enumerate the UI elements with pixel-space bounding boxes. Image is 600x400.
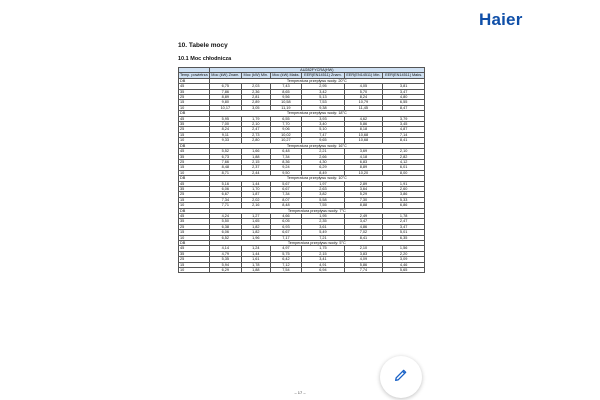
table-cell: 10 xyxy=(179,105,210,110)
column-header: Moc (kW) Min. xyxy=(241,73,270,78)
table-cell: 4,14 xyxy=(209,246,241,251)
column-header: EER(EN14511) Znam. xyxy=(302,73,344,78)
table-cell: 2,49 xyxy=(344,213,383,218)
table-cell: 8,00 xyxy=(383,170,425,175)
table-cell: 15 xyxy=(179,262,210,267)
table-cell: 3,05 xyxy=(241,105,270,110)
table-cell: 25 xyxy=(179,159,210,164)
table-cell: 8,89 xyxy=(344,165,383,170)
table-cell: 4,46 xyxy=(383,262,425,267)
table-cell: 3,41 xyxy=(302,257,344,262)
table-cell: 4,18 xyxy=(344,154,383,159)
page-number: – 17 – xyxy=(294,390,306,395)
table-cell: 2,89 xyxy=(241,100,270,105)
table-cell: 3,93 xyxy=(302,116,344,121)
table-cell: 2,82 xyxy=(383,154,425,159)
table-cell: 1,27 xyxy=(241,213,270,218)
table-cell: 10,20 xyxy=(344,170,383,175)
table-cell: 3,42 xyxy=(302,89,344,94)
edit-fab-button[interactable] xyxy=(380,356,422,398)
table-cell: 9,33 xyxy=(209,138,241,143)
table-cell: 1,97 xyxy=(302,181,344,186)
table-cell: 3,47 xyxy=(383,89,425,94)
table-cell: 6,42 xyxy=(270,257,302,262)
table-cell: 10 xyxy=(179,138,210,143)
table-cell: 1,78 xyxy=(383,213,425,218)
table-cell: 6,94 xyxy=(302,268,344,273)
table-cell: 4,05 xyxy=(344,84,383,89)
table-cell: 5,50 xyxy=(209,219,241,224)
table-cell: 3,40 xyxy=(302,122,344,127)
column-header: EER(EN14511) Min. xyxy=(344,73,383,78)
table-cell: 35 xyxy=(179,219,210,224)
table-cell: 25 xyxy=(179,192,210,197)
table-cell: 1,44 xyxy=(241,251,270,256)
table-cell: 45 xyxy=(179,149,210,154)
group-ds-label: DB xyxy=(179,143,210,148)
table-cell: 3,09 xyxy=(383,257,425,262)
group-title: Temperatura przepływu wody: 18°C xyxy=(209,111,424,116)
table-cell: 3,64 xyxy=(344,186,383,191)
table-cell: 8,36 xyxy=(270,159,302,164)
table-cell: 3,81 xyxy=(383,84,425,89)
table-cell: 2,44 xyxy=(241,170,270,175)
table-cell: 10,68 xyxy=(344,132,383,137)
table-cell: 45 xyxy=(179,213,210,218)
table-body xyxy=(179,68,425,273)
table-cell: 11,45 xyxy=(344,105,383,110)
table-cell: 5,10 xyxy=(302,127,344,132)
group-title: Temperatura przepływu wody: 20°C xyxy=(209,78,424,83)
table-cell: 8,07 xyxy=(270,197,302,202)
table-cell: 2,10 xyxy=(344,246,383,251)
table-cell: 5,13 xyxy=(302,95,344,100)
table-cell: 15 xyxy=(179,230,210,235)
table-cell: 35 xyxy=(179,89,210,94)
table-cell: 1,87 xyxy=(241,192,270,197)
group-title: Temperatura przepływu wody: 16°C xyxy=(209,143,424,148)
table-cell: 5,65 xyxy=(383,268,425,273)
table-cell: 9,11 xyxy=(209,132,241,137)
table-cell: 45 xyxy=(179,181,210,186)
table-cell: 2,20 xyxy=(383,251,425,256)
table-cell: 25 xyxy=(179,257,210,262)
table-cell: 8,41 xyxy=(383,138,425,143)
table-cell: 7,47 xyxy=(302,132,344,137)
table-cell: 1,96 xyxy=(241,235,270,240)
table-cell: 6,83 xyxy=(344,159,383,164)
table-cell: 6,73 xyxy=(209,154,241,159)
table-cell: 9,80 xyxy=(209,100,241,105)
table-cell: 4,62 xyxy=(344,116,383,121)
table-cell: 10,58 xyxy=(270,100,302,105)
table-cell: 2,37 xyxy=(241,165,270,170)
section-title: 10. Tabele mocy xyxy=(178,42,228,49)
table-cell: 1,91 xyxy=(383,181,425,186)
table-cell: 2,15 xyxy=(302,251,344,256)
table-cell: 6,93 xyxy=(270,224,302,229)
table-cell: 6,05 xyxy=(270,219,302,224)
table-cell: 5,35 xyxy=(209,257,241,262)
table-cell: 6,67 xyxy=(270,186,302,191)
table-cell: 3,47 xyxy=(383,224,425,229)
table-cell: 6,75 xyxy=(209,84,241,89)
column-header: EER(EN14511) Maks. xyxy=(383,73,425,78)
table-cell: 1,65 xyxy=(241,219,270,224)
table-cell: 6,06 xyxy=(209,186,241,191)
table-cell: 9,06 xyxy=(270,127,302,132)
table-cell: 8,71 xyxy=(209,170,241,175)
table-cell: 5,01 xyxy=(383,230,425,235)
table-cell: 2,89 xyxy=(344,181,383,186)
haier-logo: Haier xyxy=(479,10,523,29)
table-cell: 3,83 xyxy=(344,251,383,256)
table-cell: 7,43 xyxy=(270,84,302,89)
table-cell: 5,95 xyxy=(209,116,241,121)
table-cell: 7,53 xyxy=(302,100,344,105)
table-cell: 1,70 xyxy=(241,186,270,191)
table-cell: 2,60 xyxy=(383,186,425,191)
table-cell: 3,82 xyxy=(302,192,344,197)
table-cell: 5,16 xyxy=(209,181,241,186)
table-cell: 35 xyxy=(179,251,210,256)
table-cell: 1,88 xyxy=(241,268,270,273)
table-cell: 4,97 xyxy=(270,246,302,251)
table-cell: 5,58 xyxy=(302,197,344,202)
table-cell: 4,79 xyxy=(209,251,241,256)
table-cell: 2,10 xyxy=(383,149,425,154)
table-cell: 7,71 xyxy=(209,203,241,208)
table-cell: 8,24 xyxy=(344,95,383,100)
table-cell: 3,86 xyxy=(383,192,425,197)
table-cell: 1,82 xyxy=(241,230,270,235)
table-cell: 10 xyxy=(179,170,210,175)
table-cell: 2,21 xyxy=(302,149,344,154)
table-cell: 2,36 xyxy=(241,89,270,94)
table-cell: 2,02 xyxy=(241,197,270,202)
table-cell: 8,24 xyxy=(209,127,241,132)
table-row xyxy=(179,268,425,273)
table-cell: 4,09 xyxy=(344,257,383,262)
table-cell: 7,86 xyxy=(209,89,241,94)
group-ds-label: DB xyxy=(179,241,210,246)
table-cell: 9,38 xyxy=(302,105,344,110)
table-cell: 5,33 xyxy=(383,197,425,202)
table-cell: 6,55 xyxy=(270,116,302,121)
table-cell: 9,56 xyxy=(270,95,302,100)
table-cell: 45 xyxy=(179,84,210,89)
table-cell: 1,56 xyxy=(383,246,425,251)
table-cell: 7,02 xyxy=(344,230,383,235)
table-cell: 15 xyxy=(179,132,210,137)
table-cell: 2,95 xyxy=(302,84,344,89)
table-cell: 5,75 xyxy=(270,251,302,256)
table-cell: 7,34 xyxy=(209,197,241,202)
table-cell: 2,16 xyxy=(241,203,270,208)
table-cell: 15 xyxy=(179,165,210,170)
table-cell: 45 xyxy=(179,116,210,121)
table-cell: 10 xyxy=(179,268,210,273)
table-cell: 7,54 xyxy=(270,268,302,273)
table-cell: 2,80 xyxy=(241,138,270,143)
table-cell: 15 xyxy=(179,100,210,105)
table-cell: 1,95 xyxy=(302,213,344,218)
table-cell: 5,70 xyxy=(344,89,383,94)
table-cell: 2,10 xyxy=(241,122,270,127)
table-cell: 6,52 xyxy=(209,235,241,240)
group-title: Temperatura przepływu wody: 7°C xyxy=(209,208,424,213)
table-cell: 10 xyxy=(179,203,210,208)
table-cell: 1,82 xyxy=(241,224,270,229)
table-cell: 4,87 xyxy=(383,127,425,132)
table-cell: 1,78 xyxy=(241,262,270,267)
table-cell: 6,35 xyxy=(383,235,425,240)
table-cell: 4,91 xyxy=(302,262,344,267)
table-cell: 1,75 xyxy=(302,246,344,251)
table-cell: 35 xyxy=(179,154,210,159)
table-cell: 2,81 xyxy=(241,95,270,100)
table-cell: 10 xyxy=(179,235,210,240)
table-cell: 4,30 xyxy=(302,159,344,164)
table-cell: 2,35 xyxy=(302,219,344,224)
table-cell: 6,01 xyxy=(383,165,425,170)
column-header: Moc (kW) Znam. xyxy=(209,73,241,78)
table-cell: 5,86 xyxy=(344,122,383,127)
group-ds-label: DB xyxy=(179,78,210,83)
table-cell: 3,69 xyxy=(344,149,383,154)
table-cell: 8,89 xyxy=(209,95,241,100)
table-cell: 7,30 xyxy=(344,197,383,202)
table-cell: 6,29 xyxy=(302,165,344,170)
table-cell: 1,79 xyxy=(241,116,270,121)
group-ds-label: DB xyxy=(179,111,210,116)
table-cell: 4,86 xyxy=(344,224,383,229)
table-cell: 9,24 xyxy=(270,165,302,170)
table-cell: 6,55 xyxy=(383,100,425,105)
table-cell: 2,73 xyxy=(241,132,270,137)
table-cell: 6,48 xyxy=(270,149,302,154)
table-cell: 1,44 xyxy=(241,181,270,186)
table-cell: 2,63 xyxy=(302,186,344,191)
table-cell: 4,24 xyxy=(209,213,241,218)
table-cell: 25 xyxy=(179,224,210,229)
table-cell: 6,86 xyxy=(383,203,425,208)
column-header: Moc (kW) Maks. xyxy=(270,73,302,78)
table-cell: 5,86 xyxy=(344,262,383,267)
table-cell: 5,29 xyxy=(344,192,383,197)
table-cell: 2,66 xyxy=(302,154,344,159)
table-cell: 7,70 xyxy=(270,122,302,127)
cooling-capacity-table xyxy=(178,67,425,273)
table-cell: 7,14 xyxy=(383,132,425,137)
table-cell: 1,88 xyxy=(241,154,270,159)
table-cell: 1,66 xyxy=(241,149,270,154)
table-cell: 6,67 xyxy=(209,192,241,197)
group-title: Temperatura przepływu wody: 5°C xyxy=(209,241,424,246)
pencil-icon xyxy=(393,367,409,388)
group-ds-label: DB xyxy=(179,176,210,181)
table-header-model: AU282FYCRA(HW) xyxy=(209,68,424,73)
table-cell: 15 xyxy=(179,197,210,202)
table-cell: 3,61 xyxy=(302,224,344,229)
table-cell: 6,06 xyxy=(209,230,241,235)
table-cell: 8,41 xyxy=(344,235,383,240)
table-cell: 7,17 xyxy=(270,235,302,240)
column-header: Temp. powietrza xyxy=(180,73,208,78)
table-cell: 9,65 xyxy=(302,138,344,143)
table-cell: 8,65 xyxy=(270,89,302,94)
table-cell: 8,48 xyxy=(270,203,302,208)
table-cell: 6,67 xyxy=(270,230,302,235)
table-cell: 7,34 xyxy=(270,192,302,197)
table-cell: 10,27 xyxy=(270,138,302,143)
table-cell: 35 xyxy=(179,186,210,191)
subsection-title: 10.1 Moc chłodnicza xyxy=(178,56,232,62)
table-cell: 8,48 xyxy=(209,165,241,170)
table-cell: 10,17 xyxy=(209,105,241,110)
group-title: Temperatura przepływu wody: 10°C xyxy=(209,176,424,181)
table-cell: 5,94 xyxy=(209,262,241,267)
table-cell: 6,29 xyxy=(209,268,241,273)
table-cell: 4,80 xyxy=(383,95,425,100)
table-cell: 5,49 xyxy=(302,230,344,235)
table-cell: 2,15 xyxy=(241,159,270,164)
table-cell: 5,67 xyxy=(270,181,302,186)
table-cell: 3,45 xyxy=(383,122,425,127)
table-cell: 6,38 xyxy=(209,224,241,229)
table-cell: 5,52 xyxy=(209,149,241,154)
table-cell: 4,12 xyxy=(383,159,425,164)
table-cell: 7,55 xyxy=(302,203,344,208)
table-cell: 8,18 xyxy=(344,127,383,132)
table-cell: 3,79 xyxy=(383,116,425,121)
table-cell: 2,03 xyxy=(241,84,270,89)
table-cell: 1,24 xyxy=(241,246,270,251)
table-cell: 4,66 xyxy=(270,213,302,218)
table-cell: 45 xyxy=(179,246,210,251)
table-cell: 10,79 xyxy=(344,100,383,105)
table-cell: 2,47 xyxy=(383,219,425,224)
table-cell: 8,47 xyxy=(383,105,425,110)
table-cell: 1,61 xyxy=(241,257,270,262)
table-cell: 10,02 xyxy=(270,132,302,137)
table-cell: 8,49 xyxy=(302,170,344,175)
table-cell: 10,68 xyxy=(344,138,383,143)
table-cell: 7,12 xyxy=(270,262,302,267)
table-cell: 7,74 xyxy=(344,268,383,273)
table-cell: 11,19 xyxy=(270,105,302,110)
table-cell: 2,47 xyxy=(241,127,270,132)
group-ds-label: DB xyxy=(179,208,210,213)
table-cell: 7,00 xyxy=(209,122,241,127)
table-cell: 25 xyxy=(179,95,210,100)
table-cell: 7,34 xyxy=(270,154,302,159)
table-cell: 7,66 xyxy=(209,159,241,164)
table-cell: 25 xyxy=(179,127,210,132)
table-cell: 3,47 xyxy=(344,219,383,224)
table-cell: 8,88 xyxy=(344,203,383,208)
table-cell: 7,21 xyxy=(302,235,344,240)
table-cell: 9,50 xyxy=(270,170,302,175)
table-cell: 35 xyxy=(179,122,210,127)
